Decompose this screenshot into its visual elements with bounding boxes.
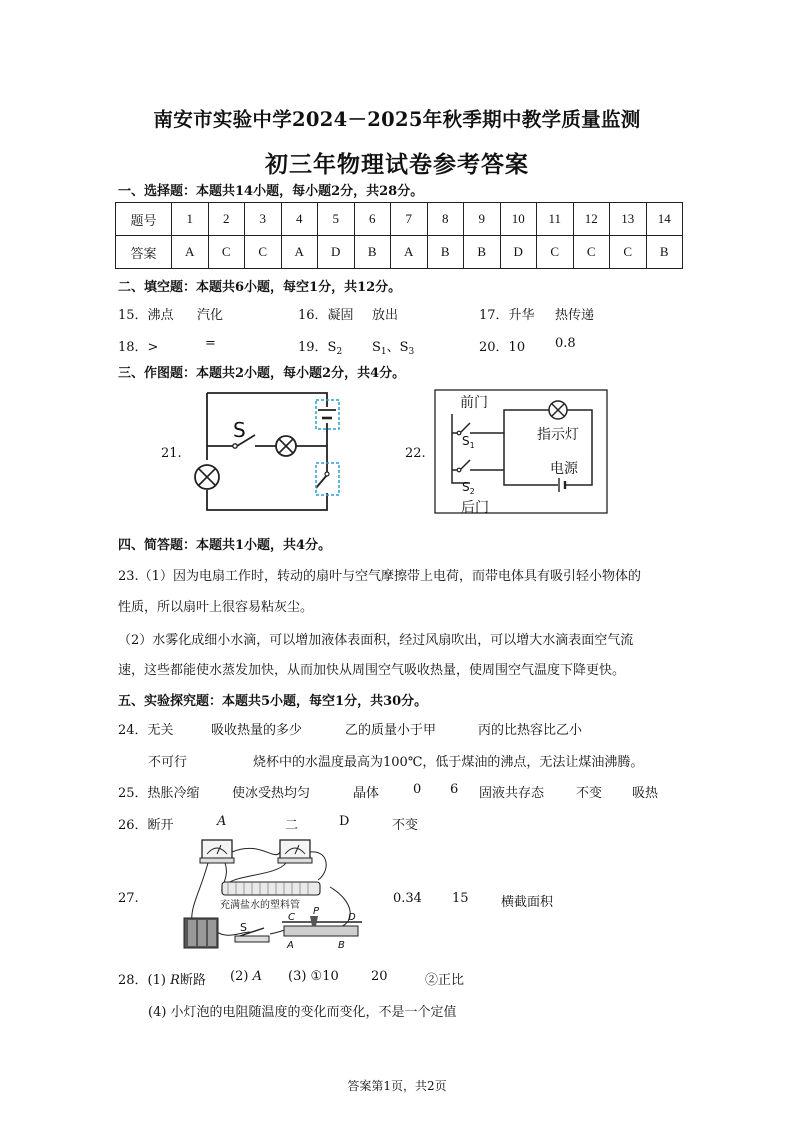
answer-15a: 15．沸点: [118, 308, 174, 323]
answer-23-p1a: 23.（1）因为电扇工作时，转动的扇叶与空气摩擦带上电荷，而带电体具有吸引轻小物体的: [118, 569, 641, 584]
label-b: B: [338, 940, 345, 951]
answer-16b: 放出: [372, 308, 399, 323]
table-cell: 1: [172, 203, 209, 236]
voltmeter-icon: [278, 840, 312, 863]
label-21: 21.: [161, 446, 182, 461]
answer-23-p2b: 速，这些都能使水蒸发加快，从而加快从周围空气吸收热量，使周围空气温度下降更快。: [118, 663, 626, 678]
back-door-label: 后门: [461, 500, 489, 516]
table-cell: 2: [208, 203, 245, 236]
table-cell: C: [537, 236, 574, 269]
answer-23-p1b: 性质，所以扇叶上很容易粘灰尘。: [118, 600, 314, 615]
page-subtitle: 初三年物理试卷参考答案: [265, 151, 529, 178]
table-cell: 3: [245, 203, 282, 236]
table-cell: D: [500, 236, 537, 269]
answer-20b: 0.8: [555, 336, 576, 351]
answer-17a: 17．升华: [479, 308, 535, 323]
section5-heading: 五、实验探究题：本题共5小题，每空1分，共30分。: [118, 694, 428, 709]
answer-24d: 丙的比热容比乙小: [478, 723, 583, 738]
table-cell: D: [318, 236, 355, 269]
answer-28-4: (4) 小灯泡的电阻随温度的变化而变化，不是一个定值: [148, 1005, 457, 1020]
table-cell: 7: [391, 203, 428, 236]
answer-25g: 不变: [576, 786, 603, 801]
table-cell: C: [573, 236, 610, 269]
power-label: 电源: [550, 461, 578, 477]
table-cell: 11: [537, 203, 574, 236]
answer-28-2: (2) A: [230, 969, 262, 984]
section3-heading: 三、作图题：本题共2小题，每小题2分，共4分。: [118, 366, 406, 381]
answer-20a: 20．10: [479, 340, 526, 355]
label-d: D: [348, 912, 356, 923]
row-label-answer: 答案: [116, 236, 172, 269]
answer-26c: 二: [285, 818, 299, 833]
experiment-diagram-27: [180, 832, 370, 960]
answer-28-3b: 20: [371, 969, 388, 984]
table-cell: 9: [464, 203, 501, 236]
table-cell: B: [464, 236, 501, 269]
answer-24c: 乙的质量小于甲: [345, 723, 437, 738]
circuit-diagram-21: [185, 385, 355, 515]
table-cell: C: [245, 236, 282, 269]
table-cell: A: [391, 236, 428, 269]
answer-25e: 6: [450, 782, 459, 797]
switch-s1-label: $S_1$: [462, 434, 475, 450]
answer-24e: 不可行: [148, 755, 188, 770]
circuit-diagram-22: [432, 388, 612, 518]
page-title: 南安市实验中学2024－2025年秋季期中教学质量监测: [153, 108, 641, 131]
answer-24f: 烧杯中的水温度最高为100℃，低于煤油的沸点，无法让煤油沸腾。: [253, 755, 644, 770]
table-cell: B: [646, 236, 683, 269]
answer-18a: 18．>: [118, 340, 159, 355]
table-cell: 10: [500, 203, 537, 236]
page-footer: 答案第1页，共2页: [347, 1079, 447, 1093]
answer-15b: 汽化: [197, 308, 224, 323]
table-row-questions: [116, 203, 683, 236]
table-cell: C: [610, 236, 647, 269]
table-cell: 13: [610, 203, 647, 236]
label-c: C: [288, 912, 295, 923]
salt-water-tube: [222, 882, 320, 895]
answer-26e: 不变: [392, 818, 419, 833]
answer-28-1: 28．(1) R断路: [118, 973, 206, 988]
answer-28-3c: ②正比: [425, 973, 465, 988]
answer-23-p2a: （2）水雾化成细小水滴，可以增加液体表面积，经过风扇吹出，可以增大水滴表面空气流: [118, 633, 634, 648]
section1-heading: 一、选择题：本题共14小题，每小题2分，共28分。: [118, 184, 424, 199]
answer-16a: 16．凝固: [298, 308, 354, 323]
answer-18b: =: [205, 336, 216, 351]
answer-25c: 晶体: [353, 786, 380, 801]
label-22: 22.: [405, 446, 426, 461]
row-label-question: 题号: [116, 203, 172, 236]
lamp-icon: [276, 436, 296, 456]
answer-26a: 26．断开: [118, 818, 174, 833]
answer-27a: 0.34: [393, 891, 422, 906]
tube-label: 充满盐水的塑料管: [220, 900, 300, 911]
battery-pack-icon: [184, 918, 218, 948]
answer-19a: 19．$S_2$: [298, 340, 343, 357]
lamp-icon: [195, 465, 219, 489]
table-row-answers: [116, 236, 683, 269]
answer-17b: 热传递: [555, 308, 595, 323]
label-p: P: [313, 906, 320, 917]
section4-heading: 四、简答题：本题共1小题，共4分。: [118, 538, 332, 553]
answer-25h: 吸热: [632, 786, 659, 801]
answer-26d: D: [339, 814, 350, 829]
table-cell: 14: [646, 203, 683, 236]
answer-19b: $S_1$、$S_3$: [372, 340, 415, 357]
answer-27b: 15: [452, 891, 469, 906]
answer-24b: 吸收热量的多少: [211, 723, 303, 738]
table-cell: 4: [281, 203, 318, 236]
answer-table: [115, 202, 683, 269]
section2-heading: 二、填空题：本题共6小题，每空1分，共12分。: [118, 280, 402, 295]
switch-s2-label: $S_2$: [462, 480, 475, 496]
answer-25d: 0: [413, 782, 422, 797]
answer-28-3: (3) ①10: [288, 969, 339, 984]
switch-label: S: [233, 418, 246, 442]
table-cell: 6: [354, 203, 391, 236]
table-cell: A: [281, 236, 318, 269]
answer-25b: 使冰受热均匀: [232, 786, 311, 801]
front-door-label: 前门: [460, 395, 488, 411]
answer-27c: 横截面积: [501, 895, 554, 910]
switch-base: [235, 936, 269, 942]
label-a: A: [287, 940, 294, 951]
answer-25f: 固液共存态: [479, 786, 545, 801]
table-cell: A: [172, 236, 209, 269]
label-27: 27.: [118, 891, 139, 906]
answer-24a: 24．无关: [118, 723, 174, 738]
ammeter-icon: [200, 840, 234, 863]
answer-26b: A: [217, 814, 227, 829]
answer-25a: 25．热胀冷缩: [118, 786, 200, 801]
table-cell: 12: [573, 203, 610, 236]
table-cell: 5: [318, 203, 355, 236]
table-cell: C: [208, 236, 245, 269]
table-cell: 8: [427, 203, 464, 236]
table-cell: B: [427, 236, 464, 269]
table-cell: B: [354, 236, 391, 269]
indicator-lamp-icon: [549, 401, 567, 419]
switch-s-label: S: [240, 921, 247, 934]
indicator-lamp-label: 指示灯: [537, 427, 579, 443]
